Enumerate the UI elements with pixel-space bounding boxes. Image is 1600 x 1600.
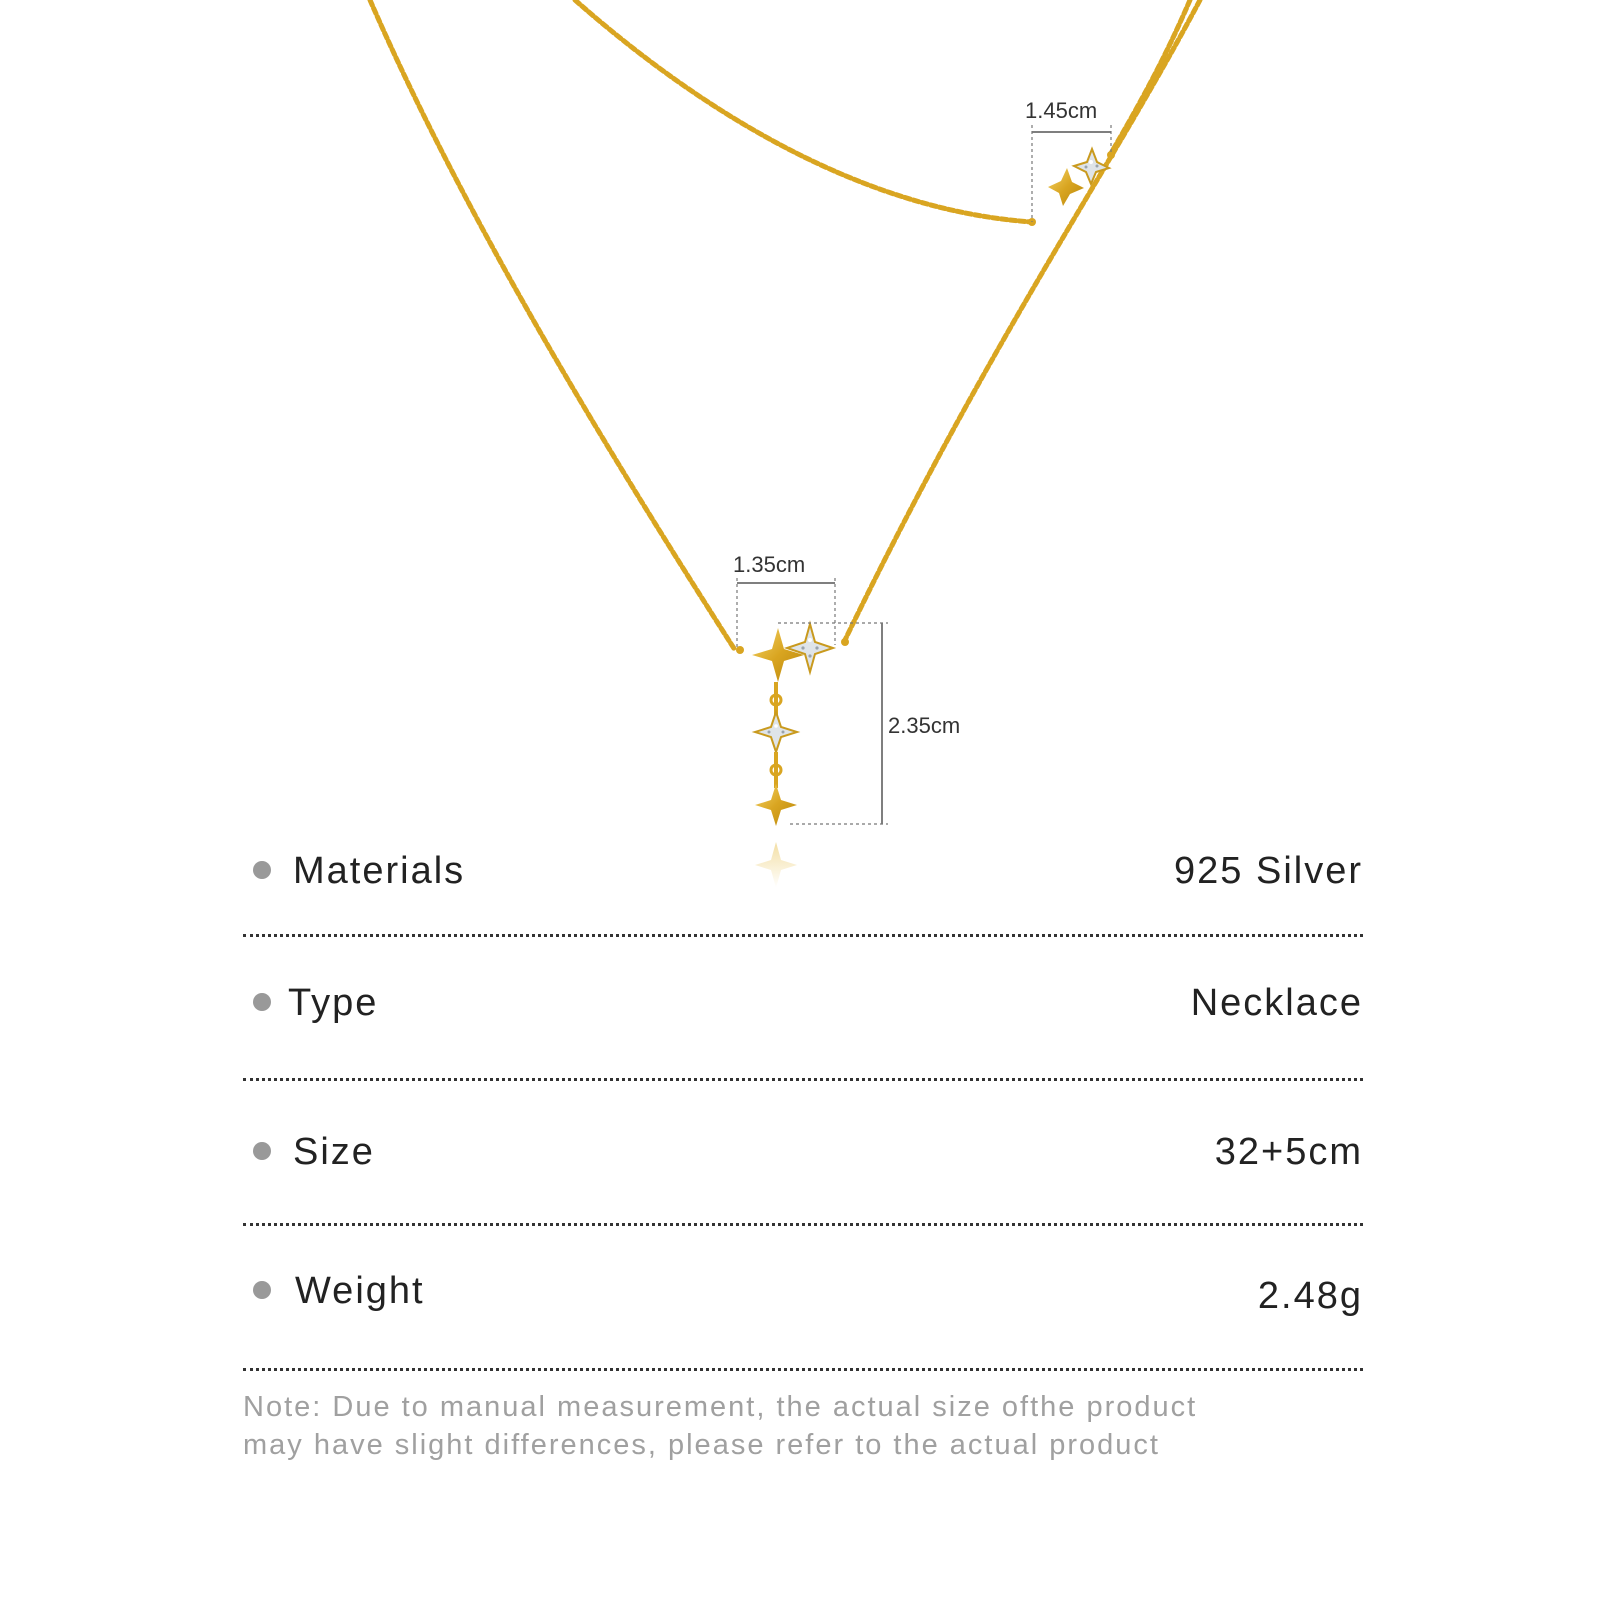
spec-label-weight: Weight xyxy=(295,1270,425,1312)
note-line-2: may have slight differences, please refer to the actual product xyxy=(243,1429,1160,1461)
bullet-dot xyxy=(253,1281,271,1299)
divider xyxy=(243,1078,1363,1081)
spec-row-materials xyxy=(243,845,1363,905)
dim-label-145: 1.45cm xyxy=(1025,98,1098,123)
inner-chain-right xyxy=(1110,0,1190,155)
divider xyxy=(243,1223,1363,1226)
pendant-star-gold-icon xyxy=(752,628,804,682)
dim-label-135: 1.35cm xyxy=(733,552,806,577)
spec-row-type xyxy=(243,977,1363,1037)
spec-label-materials: Materials xyxy=(293,850,466,892)
bullet-dot xyxy=(253,993,271,1011)
small-star-crystal-icon xyxy=(1074,149,1109,184)
small-star-gold-icon xyxy=(1048,168,1084,206)
spec-value-size: 32+5cm xyxy=(1214,1131,1363,1173)
note-line-1: Note: Due to manual measurement, the actual size ofthe product xyxy=(243,1391,1198,1423)
outer-chain xyxy=(370,0,735,650)
divider xyxy=(243,934,1363,937)
pendant-star-gold-bottom-icon xyxy=(755,784,797,826)
spec-value-weight: 2.48g xyxy=(1257,1275,1363,1317)
spec-label-size: Size xyxy=(293,1131,375,1173)
pendant-star-crystal-icon xyxy=(787,624,833,672)
dimension-small-star-width xyxy=(1025,98,1111,222)
divider xyxy=(243,1368,1363,1371)
bullet-dot xyxy=(253,1142,271,1160)
dimension-pendant-width xyxy=(733,552,835,650)
inner-chain xyxy=(575,0,1032,222)
spec-label-type: Type xyxy=(288,982,379,1024)
outer-chain-right xyxy=(845,0,1200,640)
pendant-star-crystal-middle-icon xyxy=(755,712,797,752)
spec-value-materials: 925 Silver xyxy=(1174,850,1363,892)
bullet-dot xyxy=(253,861,271,879)
spec-value-type: Necklace xyxy=(1190,982,1363,1024)
dim-label-235: 2.35cm xyxy=(888,713,961,738)
measurement-note xyxy=(243,1388,1363,1464)
spec-row-size xyxy=(243,1126,1363,1186)
spec-row-weight xyxy=(243,1265,1363,1325)
